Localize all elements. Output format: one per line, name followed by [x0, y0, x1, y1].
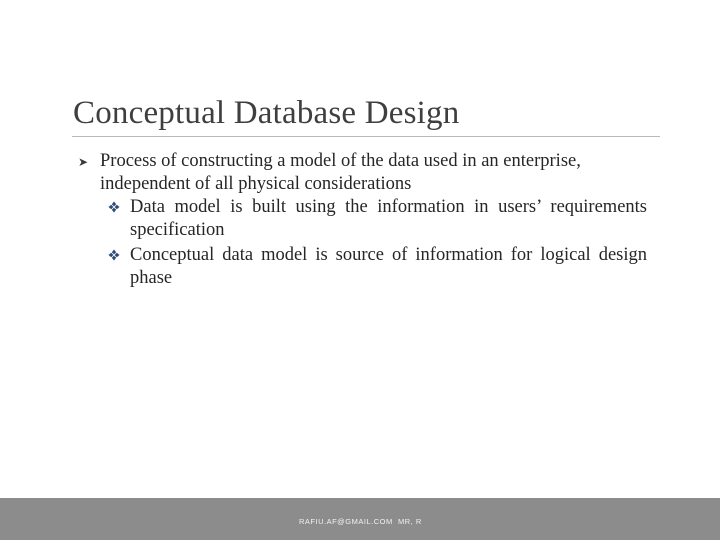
- title-divider: [72, 136, 660, 137]
- diamond-bullet-icon: [108, 201, 120, 213]
- diamond-bullet-icon: [108, 249, 120, 261]
- footer-author: MR, R: [398, 517, 422, 526]
- sub-bullet-text: Conceptual data model is source of information for logical design phase: [130, 245, 647, 288]
- sub-bullet-text: Data model is built using the information in users’ requirements specification: [130, 197, 647, 240]
- arrowhead-bullet-icon: ➤: [78, 155, 89, 169]
- slide-title: Conceptual Database Design: [73, 95, 460, 131]
- footer-email: RAFIU.AF@GMAIL.COM: [299, 517, 393, 526]
- slide-footer: [0, 498, 720, 540]
- bullet-text: Process of constructing a model of the data used in an enterprise, independent of all physical considerations: [100, 151, 581, 194]
